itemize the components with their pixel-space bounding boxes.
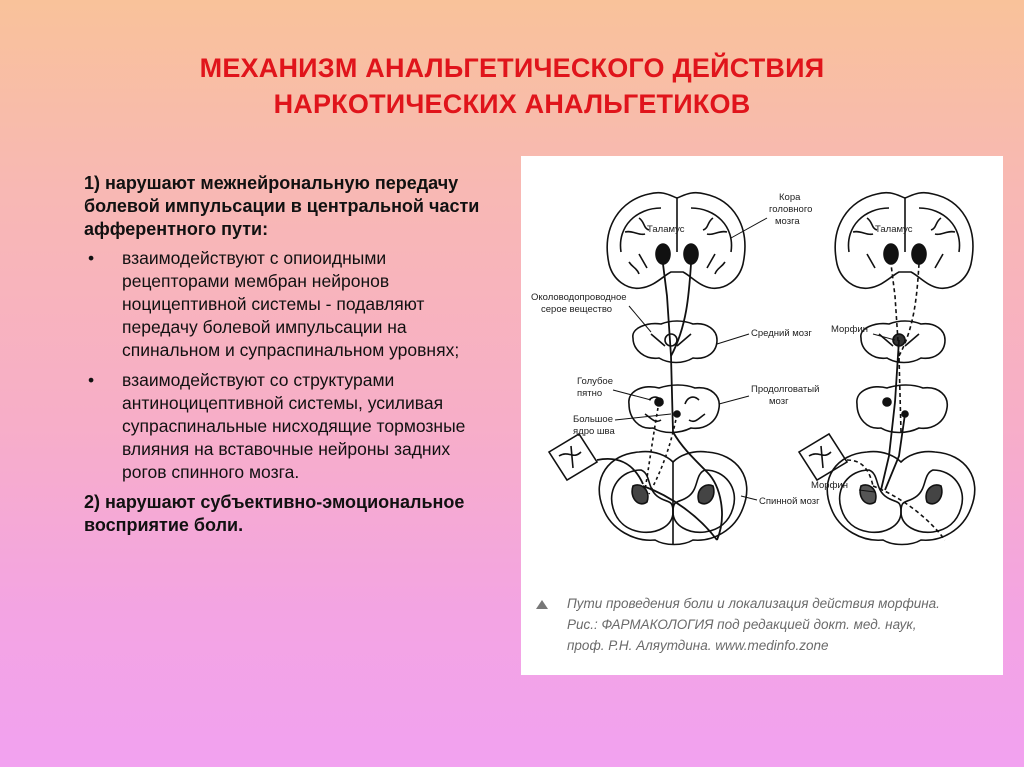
pain-pathway-diagram [521,156,1003,586]
bullet-item [84,247,494,362]
label-medulla-2: мозг [769,396,789,407]
text-column [84,172,494,543]
bullet-item [84,369,494,484]
bullet-marker: • [88,370,95,390]
caption-triangle-icon [536,600,548,609]
label-thalamus-left: Таламус [647,224,685,235]
label-medulla-1: Продолговатый [751,384,820,395]
figure-caption [567,593,987,656]
caption-line-2: Рис.: ФАРМАКОЛОГИЯ под редакцией докт. мед. наук, [567,617,917,632]
label-cortex-1: Кора [779,192,801,203]
slide-title [60,50,964,122]
brainstem-left [629,321,719,433]
point-1: 1) нарушают межнейрональную передачу болевой импульсации в центральной части афферентного пути: [84,173,480,239]
label-locus-2: пятно [577,388,603,399]
bullet-marker: • [88,248,95,268]
point-2: 2) нарушают субъективно-эмоциональное восприятие боли. [84,492,465,535]
brain-section-right [835,193,973,289]
bullet-text: взаимодействуют с опиоидными рецепторами мембран нейронов ноцицептивной системы - подавляют передачу болевой импульсации на спинальном и супраспинальном уровнях; [122,248,460,360]
label-raphe-1: Большое [573,414,613,425]
skin-receptor-left [549,434,597,480]
label-cortex-2: головного [769,204,813,215]
spinal-cord-right [827,452,975,545]
label-raphe-2: ядро шва [573,426,615,437]
skin-receptor-right [799,434,847,480]
bullet-text: взаимодействуют со структурами антиноцицептивной системы, усиливая супраспинальные нисходящие тормозные влияния на вставочные нейроны задних рогов спинного мозга. [122,370,466,482]
title-line-2: НАРКОТИЧЕСКИХ АНАЛЬГЕТИКОВ [273,89,751,119]
bullet-list [84,247,494,484]
label-locus-1: Голубое [577,376,613,387]
spinal-cord-left [599,452,747,545]
brain-section-left [607,193,745,289]
caption-line-1: Пути проведения боли и локализация действия морфина. [567,596,940,611]
brainstem-right [857,321,947,433]
label-morphine-upper: Морфин [831,324,868,335]
label-pag-2: серое вещество [541,304,613,315]
label-spinal: Спинной мозг [759,496,820,507]
label-thalamus-right: Таламус [875,224,913,235]
label-morphine-lower: Морфин [811,480,848,491]
label-midbrain: Средний мозг [751,328,812,339]
pain-pathway-figure [521,156,1003,675]
label-cortex-3: мозга [775,216,800,227]
caption-line-3: проф. Р.Н. Аляутдина. www.medinfo.zone [567,638,829,653]
label-pag-1: Околоводопроводное [531,292,627,303]
title-line-1: МЕХАНИЗМ АНАЛЬГЕТИЧЕСКОГО ДЕЙСТВИЯ [199,53,825,83]
diagram-labels [531,192,913,507]
